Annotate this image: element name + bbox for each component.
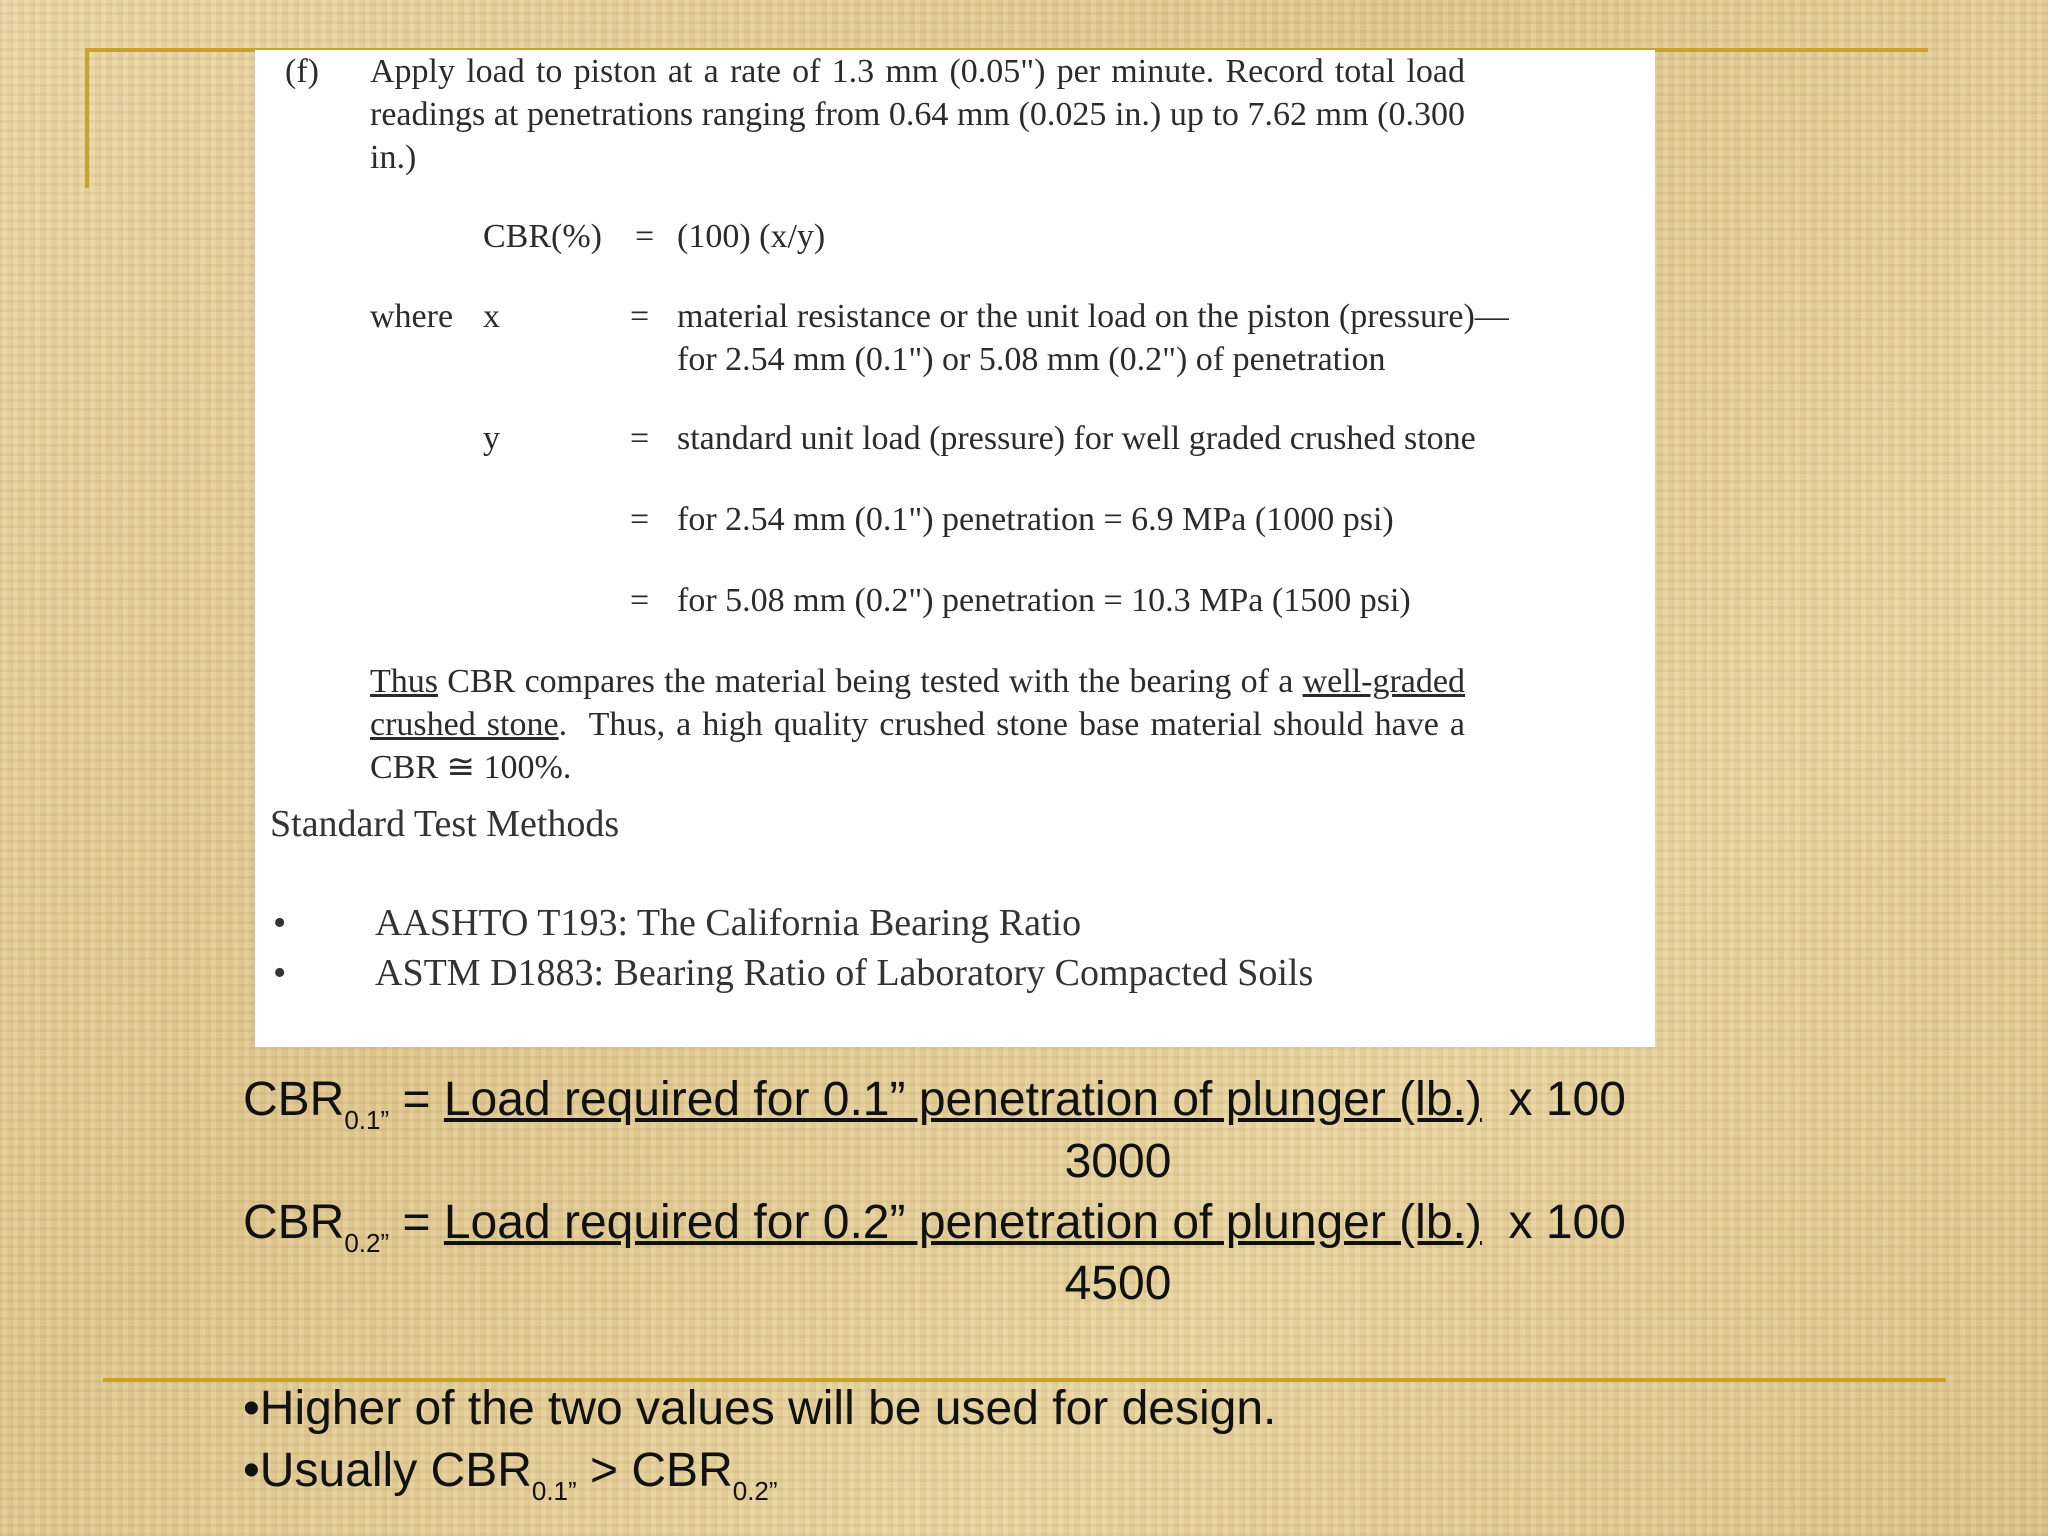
y-value-2: for 5.08 mm (0.2") penetration = 10.3 MPa (1500 psi) <box>677 582 1411 619</box>
method-item-1: AASHTO T193: The California Bearing Ratio <box>375 902 1082 944</box>
step-line-2: readings at penetrations ranging from 0.64 mm (0.025 in.) up to 7.62 mm (0.300 <box>370 96 1465 133</box>
thus-line-2: crushed stone. Thus, a high quality crushed stone base material should have a <box>370 706 1465 743</box>
where-label: where <box>370 298 454 335</box>
y-value-2-equals: = <box>630 582 650 619</box>
y-value-1: for 2.54 mm (0.1") penetration = 6.9 MPa (1000 psi) <box>677 501 1394 538</box>
step-line-3: in.) <box>370 139 417 176</box>
y-value-1-equals: = <box>630 501 650 538</box>
cbr-01-formula: $CBR_{0.1”}$ = Load required for 0.1” penetration of plunger (lb.) x 100 <box>243 1073 1626 1135</box>
x-definition-2: for 2.54 mm (0.1") or 5.08 mm (0.2") of penetration <box>677 341 1386 378</box>
y-variable: y <box>483 420 500 457</box>
thus-line-1: Thus CBR compares the material being tested with the bearing of a well-graded <box>370 663 1465 700</box>
formula-equals: = <box>635 218 655 255</box>
cbr-02-formula: $CBR_{0.2”}$ = Load required for 0.2” penetration of plunger (lb.) x 100 <box>243 1196 1626 1258</box>
method-bullet-1: • <box>273 902 287 944</box>
step-label: (f) <box>285 53 319 90</box>
cbr-02-denominator: 4500 <box>1064 1257 1172 1310</box>
scanned-document-excerpt <box>255 50 1655 1047</box>
x-definition-1: material resistance or the unit load on the piston (pressure)— <box>677 298 1509 335</box>
y-definition: standard unit load (pressure) for well graded crushed stone <box>677 420 1476 457</box>
decorative-left-rule <box>85 48 89 188</box>
method-bullet-2: • <box>273 952 287 994</box>
note-line-1: •Higher of the two values will be used for design. <box>243 1382 1277 1435</box>
thus-line-3: CBR ≅ 100%. <box>370 749 572 786</box>
step-line-1: Apply load to piston at a rate of 1.3 mm (0.05") per minute. Record total load <box>370 53 1465 90</box>
formula-lhs: CBR(%) <box>483 218 602 255</box>
method-item-2: ASTM D1883: Bearing Ratio of Laboratory Compacted Soils <box>375 952 1314 994</box>
y-equals: = <box>630 420 650 457</box>
methods-heading: Standard Test Methods <box>270 803 620 845</box>
cbr-01-denominator: 3000 <box>1064 1135 1172 1188</box>
note-line-2: •Usually $CBR_{0.1”} > CBR_{0.2”}$ <box>243 1444 778 1506</box>
x-equals: = <box>630 298 650 335</box>
formula-rhs: (100) (x/y) <box>677 218 826 255</box>
x-variable: x <box>483 298 500 335</box>
